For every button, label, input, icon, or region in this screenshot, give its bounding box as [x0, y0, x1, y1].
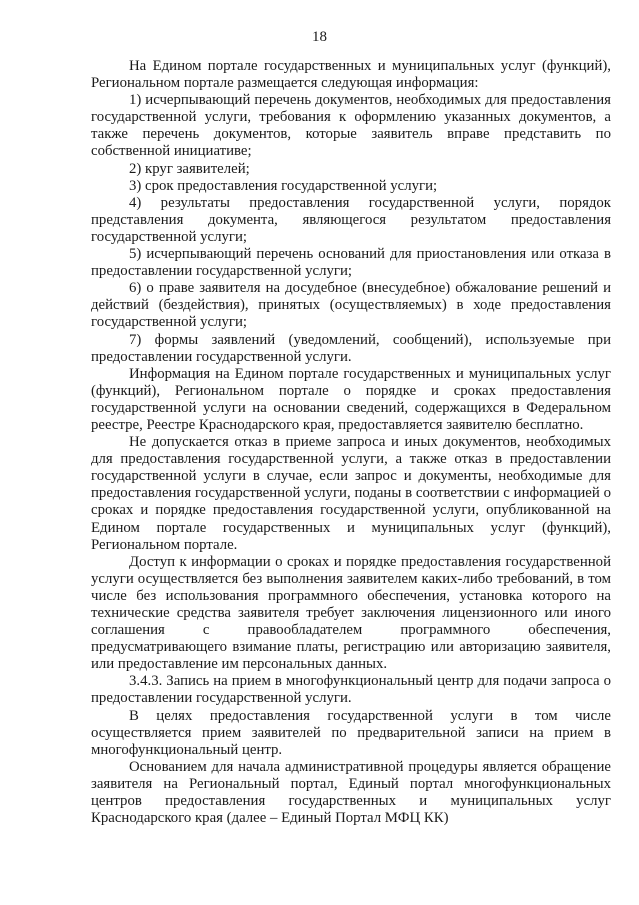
section-heading-3-4-3: 3.4.3. Запись на прием в многофункциональный центр для подачи запроса о предоставлении государственной услуги.: [91, 673, 611, 707]
paragraph-no-refusal: Не допускается отказ в приеме запроса и иных документов, необходимых для предоставления государственной услуги, а также отказ в предоставлении государственной услуги в случае, если запрос и документы, необходимые для предоставления государственной услуги, поданы в соответствии с информацией о сроках и порядке предоставления государственной услуги, опубликованной на Едином портале государственных и муниципальных услуг (функций), Региональном портале.: [91, 434, 611, 553]
paragraph-free-info: Информация на Едином портале государственных и муниципальных услуг (функций), Региональном портале о порядке и сроках предоставления государственной услуги на основании сведений, содержащихся в Федеральном реестре, Реестре Краснодарского края, предоставляется заявителю бесплатно.: [91, 365, 611, 433]
paragraph-info-intro: На Едином портале государственных и муниципальных услуг (функций), Региональном портале размещается следующая информация:: [91, 58, 611, 92]
list-item-6: 6) о праве заявителя на досудебное (внесудебное) обжалование решений и действий (бездействия), принятых (осуществляемых) в ходе предоставления государственной услуги;: [91, 280, 611, 331]
paragraph-procedure-basis: Основанием для начала административной процедуры является обращение заявителя на Региональный портал, Единый портал многофункциональных центров предоставления государственных и муниципальных услуг Краснодарского края (далее – Единый Портал МФЦ КК): [91, 758, 611, 827]
page-number: 18: [312, 29, 327, 45]
document-body: [91, 58, 611, 827]
paragraph-appointment: В целях предоставления государственной услуги в том числе осуществляется прием заявителей по предварительной записи на прием в многофункциональный центр.: [91, 707, 611, 758]
paragraph-access: Доступ к информации о сроках и порядке предоставления государственной услуги осуществляется без выполнения заявителем каких-либо требований, в том числе без использования программного обеспечения, установка которого на технические средства заявителя требует заключения лицензионного или иного соглашения с правообладателем программного обеспечения, предусматривающего взимание платы, регистрацию или авторизацию заявителя, или предоставление им персональных данных.: [91, 553, 611, 673]
list-item-3: 3) срок предоставления государственной услуги;: [129, 177, 438, 194]
list-item-1: 1) исчерпывающий перечень документов, необходимых для предоставления государственной услуги, требования к оформлению указанных документов, а также перечень документов, которые заявитель вправе представить по собственной инициативе;: [91, 92, 611, 160]
list-item-7: 7) формы заявлений (уведомлений, сообщений), используемые при предоставлении государственной услуги.: [91, 331, 611, 365]
list-item-5: 5) исчерпывающий перечень оснований для приостановления или отказа в предоставлении государственной услуги;: [91, 246, 611, 280]
list-item-2: 2) круг заявителей;: [129, 160, 250, 177]
list-item-4: 4) результаты предоставления государственной услуги, порядок представления документа, являющегося результатом предоставления государственной услуги;: [91, 194, 611, 245]
